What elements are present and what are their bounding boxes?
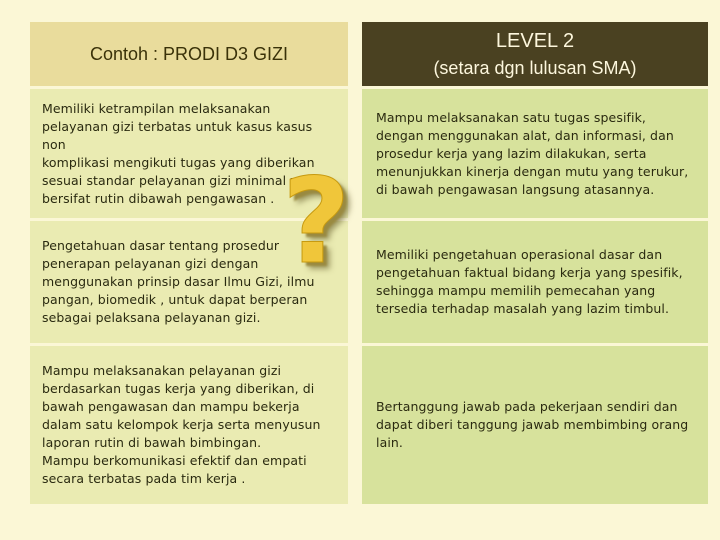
right-cell-skills (362, 89, 708, 218)
left-cell-responsibility-text: Mampu melaksanakan pelayanan gizi berdasarkan tugas kerja yang diberikan, di bawah pengawasan dan mampu bekerja dalam satu kelompok kerja serta menyusun laporan rutin di bawah bimbingan. Mampu berkomunikasi efektif dan empati secara terbatas pada tim kerja . (42, 363, 321, 486)
left-cell-skills-text: Memiliki ketrampilan melaksanakan pelayanan gizi terbatas untuk kasus kasus non komplikasi mengikuti tugas yang diberikan sesuai standar pelayanan gizi minimal yang bersifat rutin dibawah pengawasan . (42, 100, 322, 206)
left-cell-knowledge-text: Pengetahuan dasar tentang prosedur penerapan pelayanan gizi dengan menggunakan prinsip dasar Ilmu Gizi, ilmu pangan, biomedik , untuk dapat berperan sebagai pelaksana pelayanan gizi. (42, 238, 315, 325)
header-level-subtitle: (setara dgn lulusan SMA) (433, 58, 637, 78)
question-mark-icon: ? (282, 152, 351, 290)
right-cell-responsibility-text: Bertanggung jawab pada pekerjaan sendiri dan dapat diberi tanggung jawab membimbing orang lain. (376, 399, 689, 450)
header-prodi-title: Contoh : PRODI D3 GIZI (89, 43, 289, 64)
left-cell-responsibility (30, 346, 348, 504)
header-level-cell (362, 22, 708, 86)
right-cell-knowledge-text: Memiliki pengetahuan operasional dasar dan pengetahuan faktual bidang kerja yang spesifik, sehingga mampu memilih pemecahan yang tersedia terhadap masalah yang lazim timbul. (376, 247, 683, 316)
right-cell-knowledge (362, 221, 708, 343)
header-level-title: LEVEL 2 (495, 30, 575, 52)
header-prodi-cell (30, 22, 348, 86)
right-cell-skills-text: Mampu melaksanakan satu tugas spesifik, dengan menggunakan alat, dan informasi, dan prosedur kerja yang lazim dilakukan, serta menunjukkan kinerja dengan mutu yang terukur, di bawah pengawasan langsung atasannya. (376, 109, 689, 197)
right-cell-responsibility (362, 346, 708, 504)
